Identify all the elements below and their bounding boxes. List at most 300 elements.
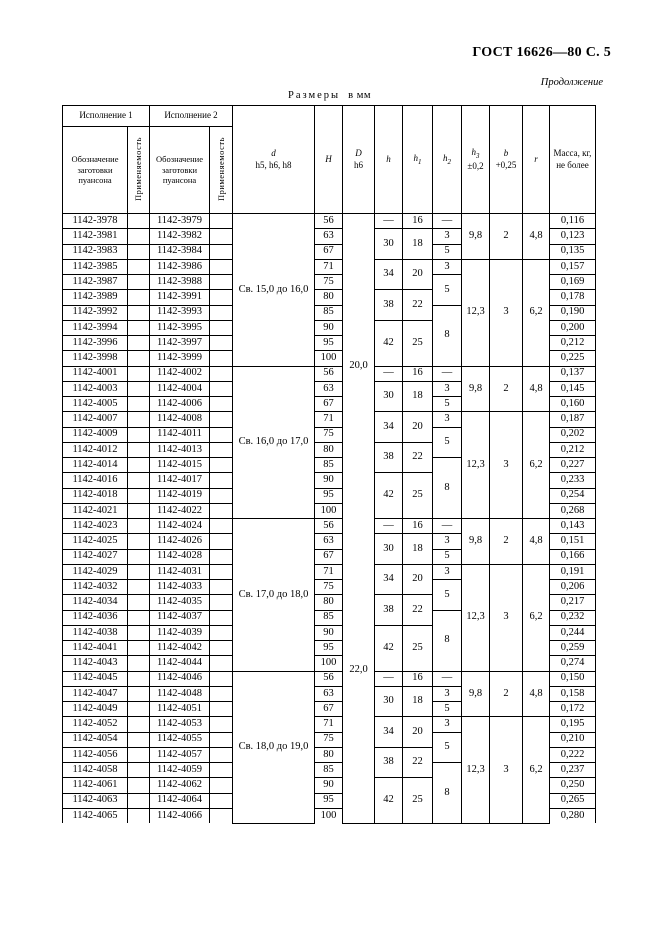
mass-value: 0,225 xyxy=(550,351,596,366)
h1-value: 25 xyxy=(403,473,433,519)
exec1-code: 1142-4012 xyxy=(63,442,128,457)
H-value: 90 xyxy=(315,320,343,335)
exec2-applicability xyxy=(210,458,233,473)
d-symbol: d xyxy=(271,148,276,159)
h-value: 34 xyxy=(375,412,403,443)
b-value: 2 xyxy=(490,519,523,565)
exec1-code: 1142-4018 xyxy=(63,488,128,503)
H-value: 80 xyxy=(315,595,343,610)
mass-value: 0,135 xyxy=(550,244,596,259)
H-value: 71 xyxy=(315,259,343,274)
exec1-code: 1142-4036 xyxy=(63,610,128,625)
h-value: 34 xyxy=(375,564,403,595)
exec1-code: 1142-4043 xyxy=(63,656,128,671)
exec1-code: 1142-4054 xyxy=(63,732,128,747)
mass-value: 0,212 xyxy=(550,336,596,351)
H-value: 95 xyxy=(315,336,343,351)
D-header xyxy=(343,106,375,214)
h1-value: 25 xyxy=(403,320,433,366)
H-value: 67 xyxy=(315,549,343,564)
exec2-applicability xyxy=(210,366,233,381)
mass-value: 0,259 xyxy=(550,641,596,656)
h-value: 34 xyxy=(375,259,403,290)
exec2-applicability xyxy=(210,580,233,595)
h-value: 34 xyxy=(375,717,403,748)
mass-value: 0,244 xyxy=(550,625,596,640)
r-value: 6,2 xyxy=(523,412,550,519)
h3-value: 12,3 xyxy=(462,412,490,519)
H-value: 67 xyxy=(315,397,343,412)
exec2-applicability xyxy=(210,747,233,762)
exec1-applicability xyxy=(128,610,150,625)
h2-value: 3 xyxy=(433,412,462,427)
h2-value: — xyxy=(433,214,462,229)
H-value: 56 xyxy=(315,214,343,229)
exec2-code: 1142-4024 xyxy=(150,519,210,534)
h-value: 30 xyxy=(375,381,403,412)
exec1-code: 1142-4016 xyxy=(63,473,128,488)
exec2-code: 1142-4008 xyxy=(150,412,210,427)
h-value: — xyxy=(375,214,403,229)
exec1-designation-header: Обозначение заготовки пуансона xyxy=(63,127,128,214)
exec1-code: 1142-4047 xyxy=(63,686,128,701)
b-value: 3 xyxy=(490,259,523,366)
exec2-applicability xyxy=(210,503,233,518)
exec2-applicability xyxy=(210,320,233,335)
h2-value: 3 xyxy=(433,259,462,274)
exec1-applicability xyxy=(128,595,150,610)
mass-value: 0,187 xyxy=(550,412,596,427)
mass-value: 0,265 xyxy=(550,793,596,808)
mass-value: 0,191 xyxy=(550,564,596,579)
exec1-applicability xyxy=(128,229,150,244)
h-value: 30 xyxy=(375,534,403,565)
mass-value: 0,178 xyxy=(550,290,596,305)
H-value: 80 xyxy=(315,747,343,762)
H-value: 95 xyxy=(315,793,343,808)
h1-value: 18 xyxy=(403,229,433,260)
mass-value: 0,274 xyxy=(550,656,596,671)
exec1-applicability xyxy=(128,732,150,747)
r-value: 4,8 xyxy=(523,366,550,412)
d-tolerance: h5, h6, h8 xyxy=(255,159,292,170)
exec2-applicability xyxy=(210,549,233,564)
b-symbol: b xyxy=(503,148,509,159)
h3-value: 9,8 xyxy=(462,519,490,565)
exec2-applicability xyxy=(210,793,233,808)
h2-symbol: $h_2$ xyxy=(443,152,451,166)
exec1-applicability xyxy=(128,473,150,488)
b-header xyxy=(490,106,523,214)
exec1-code: 1142-4063 xyxy=(63,793,128,808)
exec2-code: 1142-4015 xyxy=(150,458,210,473)
exec2-code: 1142-4019 xyxy=(150,488,210,503)
table-row xyxy=(63,214,596,229)
caption-text: Размеры xyxy=(288,90,341,101)
mass-value: 0,212 xyxy=(550,442,596,457)
mass-value: 0,157 xyxy=(550,259,596,274)
H-value: 56 xyxy=(315,519,343,534)
h2-header xyxy=(433,106,462,214)
H-value: 63 xyxy=(315,534,343,549)
exec2-code: 1142-4028 xyxy=(150,549,210,564)
b-tolerance: +0,25 xyxy=(495,159,517,170)
h-value: 30 xyxy=(375,229,403,260)
h-value: — xyxy=(375,671,403,686)
dimensions-table xyxy=(62,105,596,824)
exec1-applicability xyxy=(128,214,150,229)
h-value: 38 xyxy=(375,290,403,321)
exec1-code: 1142-4052 xyxy=(63,717,128,732)
mass-value: 0,160 xyxy=(550,397,596,412)
H-value: 71 xyxy=(315,564,343,579)
exec2-code: 1142-4059 xyxy=(150,763,210,778)
table-row xyxy=(63,412,596,427)
exec2-applicability xyxy=(210,534,233,549)
exec2-applicability xyxy=(210,244,233,259)
b-value: 3 xyxy=(490,412,523,519)
exec2-applicability xyxy=(210,412,233,427)
exec1-code: 1142-4056 xyxy=(63,747,128,762)
exec2-applicability xyxy=(210,656,233,671)
mass-value: 0,227 xyxy=(550,458,596,473)
exec1-code: 1142-4003 xyxy=(63,381,128,396)
exec1-applicability xyxy=(128,336,150,351)
exec1-applicability xyxy=(128,351,150,366)
exec2-applicability xyxy=(210,519,233,534)
exec1-code: 1142-3981 xyxy=(63,229,128,244)
h2-value: 3 xyxy=(433,564,462,579)
exec1-code: 1142-4058 xyxy=(63,763,128,778)
d-range: Св. 17,0 до 18,0 xyxy=(233,519,315,672)
exec1-applicability xyxy=(128,763,150,778)
h1-value: 18 xyxy=(403,686,433,717)
mass-value: 0,137 xyxy=(550,366,596,381)
h2-value: 3 xyxy=(433,534,462,549)
exec2-code: 1142-4048 xyxy=(150,686,210,701)
exec1-code: 1142-3983 xyxy=(63,244,128,259)
h1-value: 18 xyxy=(403,381,433,412)
H-value: 67 xyxy=(315,702,343,717)
H-value: 95 xyxy=(315,641,343,656)
h2-value: 3 xyxy=(433,229,462,244)
exec1-applicability xyxy=(128,320,150,335)
exec2-applicability xyxy=(210,305,233,320)
exec2-code: 1142-4017 xyxy=(150,473,210,488)
h1-value: 22 xyxy=(403,747,433,778)
h-value: — xyxy=(375,519,403,534)
table-row xyxy=(63,519,596,534)
exec2-applicability-header xyxy=(210,127,233,214)
dimensions-caption xyxy=(288,90,371,101)
exec1-code: 1142-3985 xyxy=(63,259,128,274)
h2-value: 3 xyxy=(433,381,462,396)
d-range: Св. 15,0 до 16,0 xyxy=(233,214,315,367)
exec2-applicability xyxy=(210,686,233,701)
H-value: 80 xyxy=(315,290,343,305)
exec2-applicability xyxy=(210,488,233,503)
h2-value: 5 xyxy=(433,275,462,306)
exec2-code: 1142-4013 xyxy=(150,442,210,457)
exec1-applicability-header xyxy=(128,127,150,214)
r-value: 6,2 xyxy=(523,564,550,671)
exec2-code: 1142-3988 xyxy=(150,275,210,290)
exec2-applicability xyxy=(210,610,233,625)
H-value: 90 xyxy=(315,625,343,640)
exec2-code: 1142-3997 xyxy=(150,336,210,351)
exec2-applicability xyxy=(210,442,233,457)
exec2-code: 1142-4039 xyxy=(150,625,210,640)
H-header xyxy=(315,106,343,214)
r-value: 4,8 xyxy=(523,214,550,260)
exec1-applicability xyxy=(128,625,150,640)
h1-value: 20 xyxy=(403,717,433,748)
mass-value: 0,166 xyxy=(550,549,596,564)
exec2-applicability xyxy=(210,290,233,305)
exec2-applicability xyxy=(210,275,233,290)
h1-value: 16 xyxy=(403,519,433,534)
h-header xyxy=(375,106,403,214)
b-value: 3 xyxy=(490,717,523,823)
mass-value: 0,217 xyxy=(550,595,596,610)
mass-value: 0,143 xyxy=(550,519,596,534)
exec1-applicability xyxy=(128,671,150,686)
exec1-code: 1142-3992 xyxy=(63,305,128,320)
H-value: 90 xyxy=(315,473,343,488)
h1-value: 18 xyxy=(403,534,433,565)
h3-value: 12,3 xyxy=(462,564,490,671)
exec2-applicability xyxy=(210,763,233,778)
h-value: 30 xyxy=(375,686,403,717)
mass-value: 0,222 xyxy=(550,747,596,762)
h1-symbol: $h_1$ xyxy=(413,152,422,166)
h2-value: 8 xyxy=(433,610,462,671)
exec1-applicability xyxy=(128,458,150,473)
H-value: 90 xyxy=(315,778,343,793)
h2-value: 8 xyxy=(433,763,462,824)
D-symbol: D xyxy=(355,148,362,159)
H-value: 56 xyxy=(315,366,343,381)
exec2-code: 1142-4053 xyxy=(150,717,210,732)
mass-value: 0,195 xyxy=(550,717,596,732)
mass-value: 0,200 xyxy=(550,320,596,335)
exec1-applicability xyxy=(128,366,150,381)
mass-value: 0,169 xyxy=(550,275,596,290)
r-value: 6,2 xyxy=(523,259,550,366)
r-value: 4,8 xyxy=(523,519,550,565)
h3-value: 9,8 xyxy=(462,214,490,260)
caption-unit: в мм xyxy=(348,90,371,101)
exec1-code: 1142-4001 xyxy=(63,366,128,381)
mass-value: 0,158 xyxy=(550,686,596,701)
r-symbol: r xyxy=(534,153,538,164)
h-value: 42 xyxy=(375,473,403,519)
h2-value: 3 xyxy=(433,686,462,701)
exec2-code: 1142-4062 xyxy=(150,778,210,793)
exec2-applicability xyxy=(210,595,233,610)
h-value: 42 xyxy=(375,320,403,366)
table-row xyxy=(63,717,596,732)
continuation-label: Продолжение xyxy=(540,77,603,88)
h3-value: 12,3 xyxy=(462,259,490,366)
h2-value: — xyxy=(433,519,462,534)
mass-value: 0,206 xyxy=(550,580,596,595)
exec2-applicability xyxy=(210,427,233,442)
exec2-applicability xyxy=(210,808,233,823)
exec2-code: 1142-4044 xyxy=(150,656,210,671)
exec1-applicability xyxy=(128,275,150,290)
h2-value: 5 xyxy=(433,702,462,717)
exec1-code: 1142-4025 xyxy=(63,534,128,549)
exec2-code: 1142-4002 xyxy=(150,366,210,381)
exec2-code: 1142-4026 xyxy=(150,534,210,549)
table-row xyxy=(63,564,596,579)
exec2-code: 1142-3984 xyxy=(150,244,210,259)
exec2-code: 1142-3986 xyxy=(150,259,210,274)
r-header xyxy=(523,106,550,214)
exec1-code: 1142-3996 xyxy=(63,336,128,351)
exec1-code: 1142-4023 xyxy=(63,519,128,534)
mass-value: 0,123 xyxy=(550,229,596,244)
exec1-code: 1142-3987 xyxy=(63,275,128,290)
exec1-code: 1142-4005 xyxy=(63,397,128,412)
h2-value: — xyxy=(433,366,462,381)
h2-value: 5 xyxy=(433,580,462,611)
h3-value: 12,3 xyxy=(462,717,490,823)
h1-value: 22 xyxy=(403,290,433,321)
table-row xyxy=(63,671,596,686)
H-value: 80 xyxy=(315,442,343,457)
exec1-applicability xyxy=(128,549,150,564)
exec2-applicability xyxy=(210,214,233,229)
exec2-code: 1142-4022 xyxy=(150,503,210,518)
H-value: 71 xyxy=(315,412,343,427)
exec1-applicability xyxy=(128,259,150,274)
exec1-applicability xyxy=(128,381,150,396)
exec2-applicability xyxy=(210,702,233,717)
exec2-applicability xyxy=(210,259,233,274)
table-row xyxy=(63,259,596,274)
exec2-applicability xyxy=(210,397,233,412)
exec2-code: 1142-4031 xyxy=(150,564,210,579)
exec2-applicability xyxy=(210,778,233,793)
exec2-code: 1142-4064 xyxy=(150,793,210,808)
exec2-code: 1142-4051 xyxy=(150,702,210,717)
mass-value: 0,237 xyxy=(550,763,596,778)
exec2-code: 1142-4055 xyxy=(150,732,210,747)
h1-value: 20 xyxy=(403,412,433,443)
h-value: 38 xyxy=(375,442,403,473)
H-value: 67 xyxy=(315,244,343,259)
exec1-code: 1142-4038 xyxy=(63,625,128,640)
exec2-code: 1142-3995 xyxy=(150,320,210,335)
h1-value: 22 xyxy=(403,442,433,473)
h1-value: 16 xyxy=(403,366,433,381)
h3-tolerance: ±0,2 xyxy=(467,160,484,171)
exec1-applicability xyxy=(128,564,150,579)
exec2-code: 1142-4066 xyxy=(150,808,210,823)
exec2-applicability xyxy=(210,229,233,244)
exec1-applicability xyxy=(128,412,150,427)
exec2-applicability xyxy=(210,336,233,351)
H-value: 100 xyxy=(315,808,343,823)
exec1-code: 1142-3994 xyxy=(63,320,128,335)
exec1-applicability xyxy=(128,244,150,259)
b-value: 2 xyxy=(490,366,523,412)
exec2-applicability xyxy=(210,473,233,488)
h3-value: 9,8 xyxy=(462,671,490,717)
exec1-code: 1142-4045 xyxy=(63,671,128,686)
H-value: 63 xyxy=(315,381,343,396)
page-header: ГОСТ 16626—80 С. 5 xyxy=(472,45,611,60)
H-value: 56 xyxy=(315,671,343,686)
r-value: 6,2 xyxy=(523,717,550,823)
h-value: 42 xyxy=(375,778,403,823)
exec1-code: 1142-4065 xyxy=(63,808,128,823)
exec1-applicability xyxy=(128,427,150,442)
exec1-code: 1142-3998 xyxy=(63,351,128,366)
b-value: 3 xyxy=(490,564,523,671)
H-value: 100 xyxy=(315,503,343,518)
exec1-applicability xyxy=(128,519,150,534)
mass-value: 0,280 xyxy=(550,808,596,823)
exec2-code: 1142-4011 xyxy=(150,427,210,442)
H-value: 75 xyxy=(315,275,343,290)
h1-value: 16 xyxy=(403,214,433,229)
exec2-code: 1142-4046 xyxy=(150,671,210,686)
h2-value: 5 xyxy=(433,244,462,259)
h2-value: 5 xyxy=(433,427,462,458)
applicability-label: Применяемость xyxy=(133,136,144,201)
H-value: 71 xyxy=(315,717,343,732)
exec2-applicability xyxy=(210,641,233,656)
r-value: 4,8 xyxy=(523,671,550,717)
exec2-applicability xyxy=(210,625,233,640)
exec1-applicability xyxy=(128,641,150,656)
exec2-code: 1142-4004 xyxy=(150,381,210,396)
exec1-applicability xyxy=(128,793,150,808)
exec2-code: 1142-3991 xyxy=(150,290,210,305)
D-tolerance: h6 xyxy=(354,159,363,170)
exec2-applicability xyxy=(210,671,233,686)
H-value: 75 xyxy=(315,580,343,595)
exec1-code: 1142-4049 xyxy=(63,702,128,717)
h-symbol: h xyxy=(386,153,391,164)
exec1-code: 1142-3989 xyxy=(63,290,128,305)
h-value: — xyxy=(375,366,403,381)
d-range: Св. 16,0 до 17,0 xyxy=(233,366,315,519)
exec1-applicability xyxy=(128,534,150,549)
exec1-code: 1142-4027 xyxy=(63,549,128,564)
H-value: 100 xyxy=(315,351,343,366)
mass-value: 0,254 xyxy=(550,488,596,503)
mass-value: 0,151 xyxy=(550,534,596,549)
exec1-code: 1142-3978 xyxy=(63,214,128,229)
exec1-code: 1142-4009 xyxy=(63,427,128,442)
h1-value: 25 xyxy=(403,625,433,671)
exec1-applicability xyxy=(128,808,150,823)
exec2-code: 1142-3982 xyxy=(150,229,210,244)
exec1-applicability xyxy=(128,503,150,518)
H-value: 100 xyxy=(315,656,343,671)
exec1-applicability xyxy=(128,656,150,671)
H-value: 63 xyxy=(315,229,343,244)
mass-value: 0,268 xyxy=(550,503,596,518)
exec1-code: 1142-4034 xyxy=(63,595,128,610)
h-value: 42 xyxy=(375,625,403,671)
table-row xyxy=(63,366,596,381)
H-value: 63 xyxy=(315,686,343,701)
